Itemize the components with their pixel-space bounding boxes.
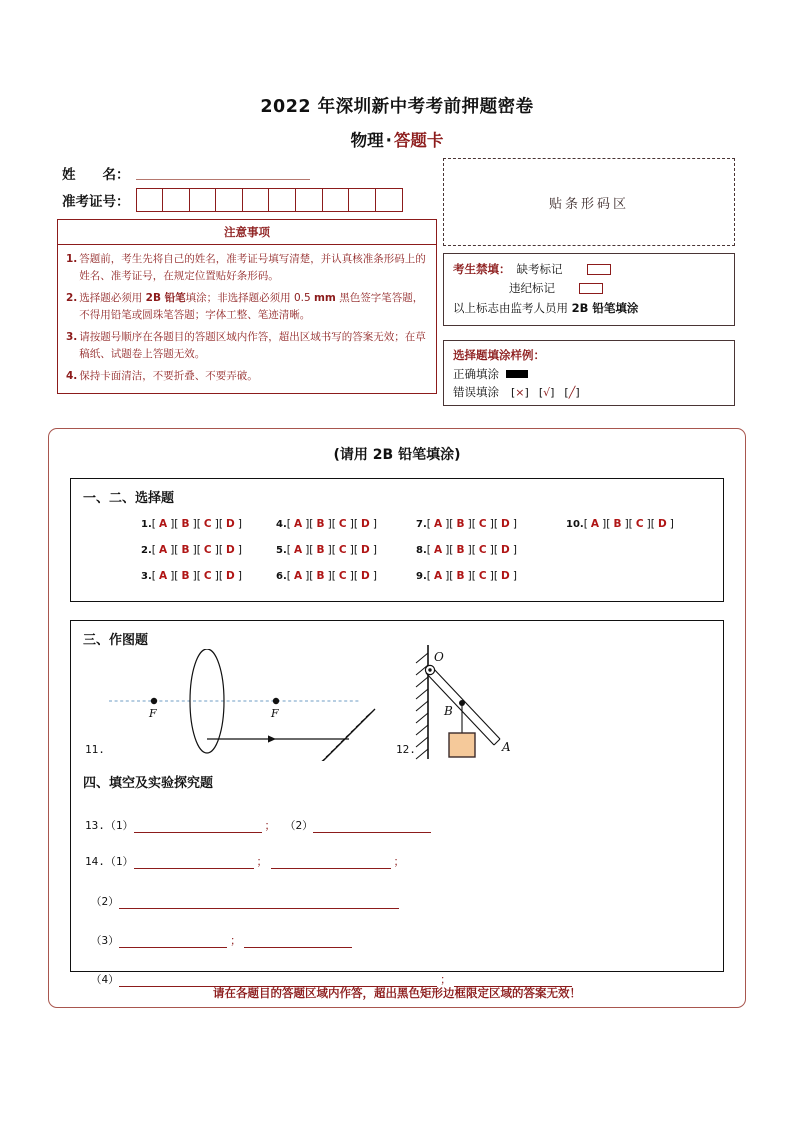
choice-item[interactable]: 4.[ A ][ B ][ C ][ D ] xyxy=(276,518,377,530)
forbidden-note-prefix: 以上标志由监考人员用 xyxy=(453,301,572,315)
correct-fill-swatch xyxy=(506,370,528,378)
name-field-row xyxy=(62,163,310,183)
question-12-label: 12. xyxy=(396,743,416,756)
title-main-line: 2022 年深圳新中考考前押题密卷 xyxy=(260,97,534,117)
fill-row-tag: （3） xyxy=(85,934,120,947)
name-input-line[interactable] xyxy=(136,179,310,180)
figure-lever-diagram xyxy=(396,641,546,774)
notice-item-number: 2. xyxy=(66,292,78,304)
wrong-fill-mark: [╱] xyxy=(564,385,580,399)
exam-number-cell[interactable] xyxy=(269,189,296,211)
fill-row-tag: （4） xyxy=(85,973,120,986)
exam-number-cell[interactable] xyxy=(190,189,217,211)
wrong-fill-mark: [√] xyxy=(538,385,555,399)
correct-fill-row xyxy=(453,366,734,382)
wrong-fill-label: 错误填涂 xyxy=(453,385,499,399)
wrong-fill-mark: [×] xyxy=(511,385,529,399)
notice-item xyxy=(66,290,428,324)
exam-number-row xyxy=(62,188,403,212)
answer-blank[interactable] xyxy=(244,936,352,948)
fill-answer-row xyxy=(85,853,408,869)
notice-item-text: 答题前，考生先将自己的姓名，准考证号填写清楚，并认真核准条形码上的姓名、准考证号，在规定位置贴好条形码。 xyxy=(79,253,426,282)
notice-item-text: 请按题号顺序在各题目的答题区域内作答，超出区域书写的答案无效；在草稿纸、试题卷上答题无效。 xyxy=(79,331,426,360)
exam-number-label: 准考证号： xyxy=(62,194,130,210)
notice-item-text: 选择题必须用 2B 铅笔填涂；非选择题必须用 0.5 mm 黑色签字笔答题，不得用铅笔或圆珠笔答题；字体工整、笔迹清晰。 xyxy=(79,292,424,321)
svg-text:F: F xyxy=(149,707,157,720)
violation-mark-label: 违纪标记 xyxy=(509,281,555,295)
choice-item[interactable]: 6.[ A ][ B ][ C ][ D ] xyxy=(276,570,377,582)
forbidden-note xyxy=(453,300,734,316)
pencil-instruction: (请用 2B 铅笔填涂) xyxy=(333,447,461,463)
choice-item[interactable]: 2.[ A ][ B ][ C ][ D ] xyxy=(141,544,242,556)
title-subject: 物理 xyxy=(350,131,384,150)
exam-number-cell[interactable] xyxy=(349,189,376,211)
fill-answer-row xyxy=(85,817,431,833)
absent-mark-row xyxy=(453,261,734,277)
fill-example-box xyxy=(443,340,735,406)
barcode-label: 贴条形码区 xyxy=(548,196,629,212)
page-title xyxy=(0,93,794,151)
exam-number-cell[interactable] xyxy=(163,189,190,211)
answer-blank[interactable] xyxy=(119,936,227,948)
forbidden-note-bold: 2B 铅笔填涂 xyxy=(571,301,639,315)
choice-item[interactable]: 9.[ A ][ B ][ C ][ D ] xyxy=(416,570,517,582)
choice-item[interactable]: 7.[ A ][ B ][ C ][ D ] xyxy=(416,518,517,530)
choice-row xyxy=(71,563,723,589)
choice-item[interactable]: 8.[ A ][ B ][ C ][ D ] xyxy=(416,544,517,556)
svg-text:O: O xyxy=(434,650,444,664)
blank-separator: ； xyxy=(440,973,452,986)
title-separator-dot: · xyxy=(385,131,392,150)
svg-text:F: F xyxy=(271,707,279,720)
notice-item-number: 4. xyxy=(66,370,78,382)
title-subject-line xyxy=(0,127,794,151)
fill-example-title: 选择题填涂样例： xyxy=(453,348,545,362)
choice-item[interactable]: 5.[ A ][ B ][ C ][ D ] xyxy=(276,544,377,556)
exam-number-grid[interactable] xyxy=(136,188,404,212)
notice-header: 注意事项 xyxy=(58,220,436,245)
drawing-section-heading: 三、作图题 xyxy=(83,633,149,648)
drawing-fill-section-box xyxy=(70,620,724,986)
svg-text:B: B xyxy=(444,704,453,718)
notice-list xyxy=(58,245,436,393)
notice-item-number: 1. xyxy=(66,253,78,265)
violation-mark-checkbox[interactable] xyxy=(579,283,603,294)
exam-number-cell[interactable] xyxy=(243,189,270,211)
name-label: 姓 名： xyxy=(62,167,130,183)
figure-lens-diagram xyxy=(91,649,381,766)
fill-answer-row xyxy=(85,893,399,909)
choice-section-box xyxy=(70,478,724,602)
blank-separator: ； xyxy=(256,855,268,868)
answer-blank[interactable] xyxy=(119,897,399,909)
blank-separator: ； xyxy=(230,934,242,947)
choice-item[interactable]: 1.[ A ][ B ][ C ][ D ] xyxy=(141,518,242,530)
notice-item-number: 3. xyxy=(66,331,78,343)
notice-item xyxy=(66,368,428,385)
choice-row xyxy=(71,511,723,537)
choice-item[interactable]: 3.[ A ][ B ][ C ][ D ] xyxy=(141,570,242,582)
answer-blank[interactable] xyxy=(271,857,391,869)
blank-separator: ； xyxy=(264,819,276,832)
answer-blank[interactable] xyxy=(313,821,431,833)
fill-row-tag: 13.（1） xyxy=(85,819,134,832)
absent-mark-label: 缺考标记 xyxy=(516,262,563,276)
svg-text:A: A xyxy=(502,740,511,754)
title-sheet-type: 答题卡 xyxy=(393,131,444,150)
choice-row xyxy=(71,537,723,563)
answer-blank[interactable] xyxy=(134,857,254,869)
fill-answer-row xyxy=(85,932,352,948)
question-11-label: 11. xyxy=(85,743,105,756)
absent-mark-checkbox[interactable] xyxy=(587,264,611,275)
notice-item-text: 保持卡面清洁，不要折叠、不要弄破。 xyxy=(79,370,258,382)
fill-section-heading: 四、填空及实验探究题 xyxy=(83,776,214,791)
wrong-fill-row xyxy=(453,384,734,400)
notice-item xyxy=(66,329,428,363)
fill-row-tag: （2） xyxy=(85,895,120,908)
notice-item xyxy=(66,251,428,285)
forbidden-marks-box xyxy=(443,253,735,326)
fill-row-subtag: （2） xyxy=(284,819,314,832)
wrong-fill-marks xyxy=(511,386,590,399)
exam-number-cell[interactable] xyxy=(296,189,323,211)
barcode-area xyxy=(443,158,735,246)
exam-number-cell[interactable] xyxy=(323,189,350,211)
exam-number-cell[interactable] xyxy=(137,189,164,211)
blank-separator: ； xyxy=(393,855,405,868)
answer-blank[interactable] xyxy=(134,821,262,833)
correct-fill-label: 正确填涂 xyxy=(453,367,499,381)
fill-row-tag: 14.（1） xyxy=(85,855,134,868)
forbidden-title: 考生禁填： xyxy=(453,262,511,276)
footer-note: 请在各题目的答题区域内作答，超出黑色矩形边框限定区域的答案无效！ xyxy=(213,986,581,1000)
exam-number-cell[interactable] xyxy=(376,189,403,211)
choice-item[interactable]: 10.[ A ][ B ][ C ][ D ] xyxy=(566,518,674,530)
notice-box xyxy=(57,219,437,394)
violation-mark-row xyxy=(453,280,734,296)
exam-number-cell[interactable] xyxy=(216,189,243,211)
choice-section-heading: 一、二、选择题 xyxy=(83,491,175,506)
choice-grid[interactable] xyxy=(71,511,723,589)
